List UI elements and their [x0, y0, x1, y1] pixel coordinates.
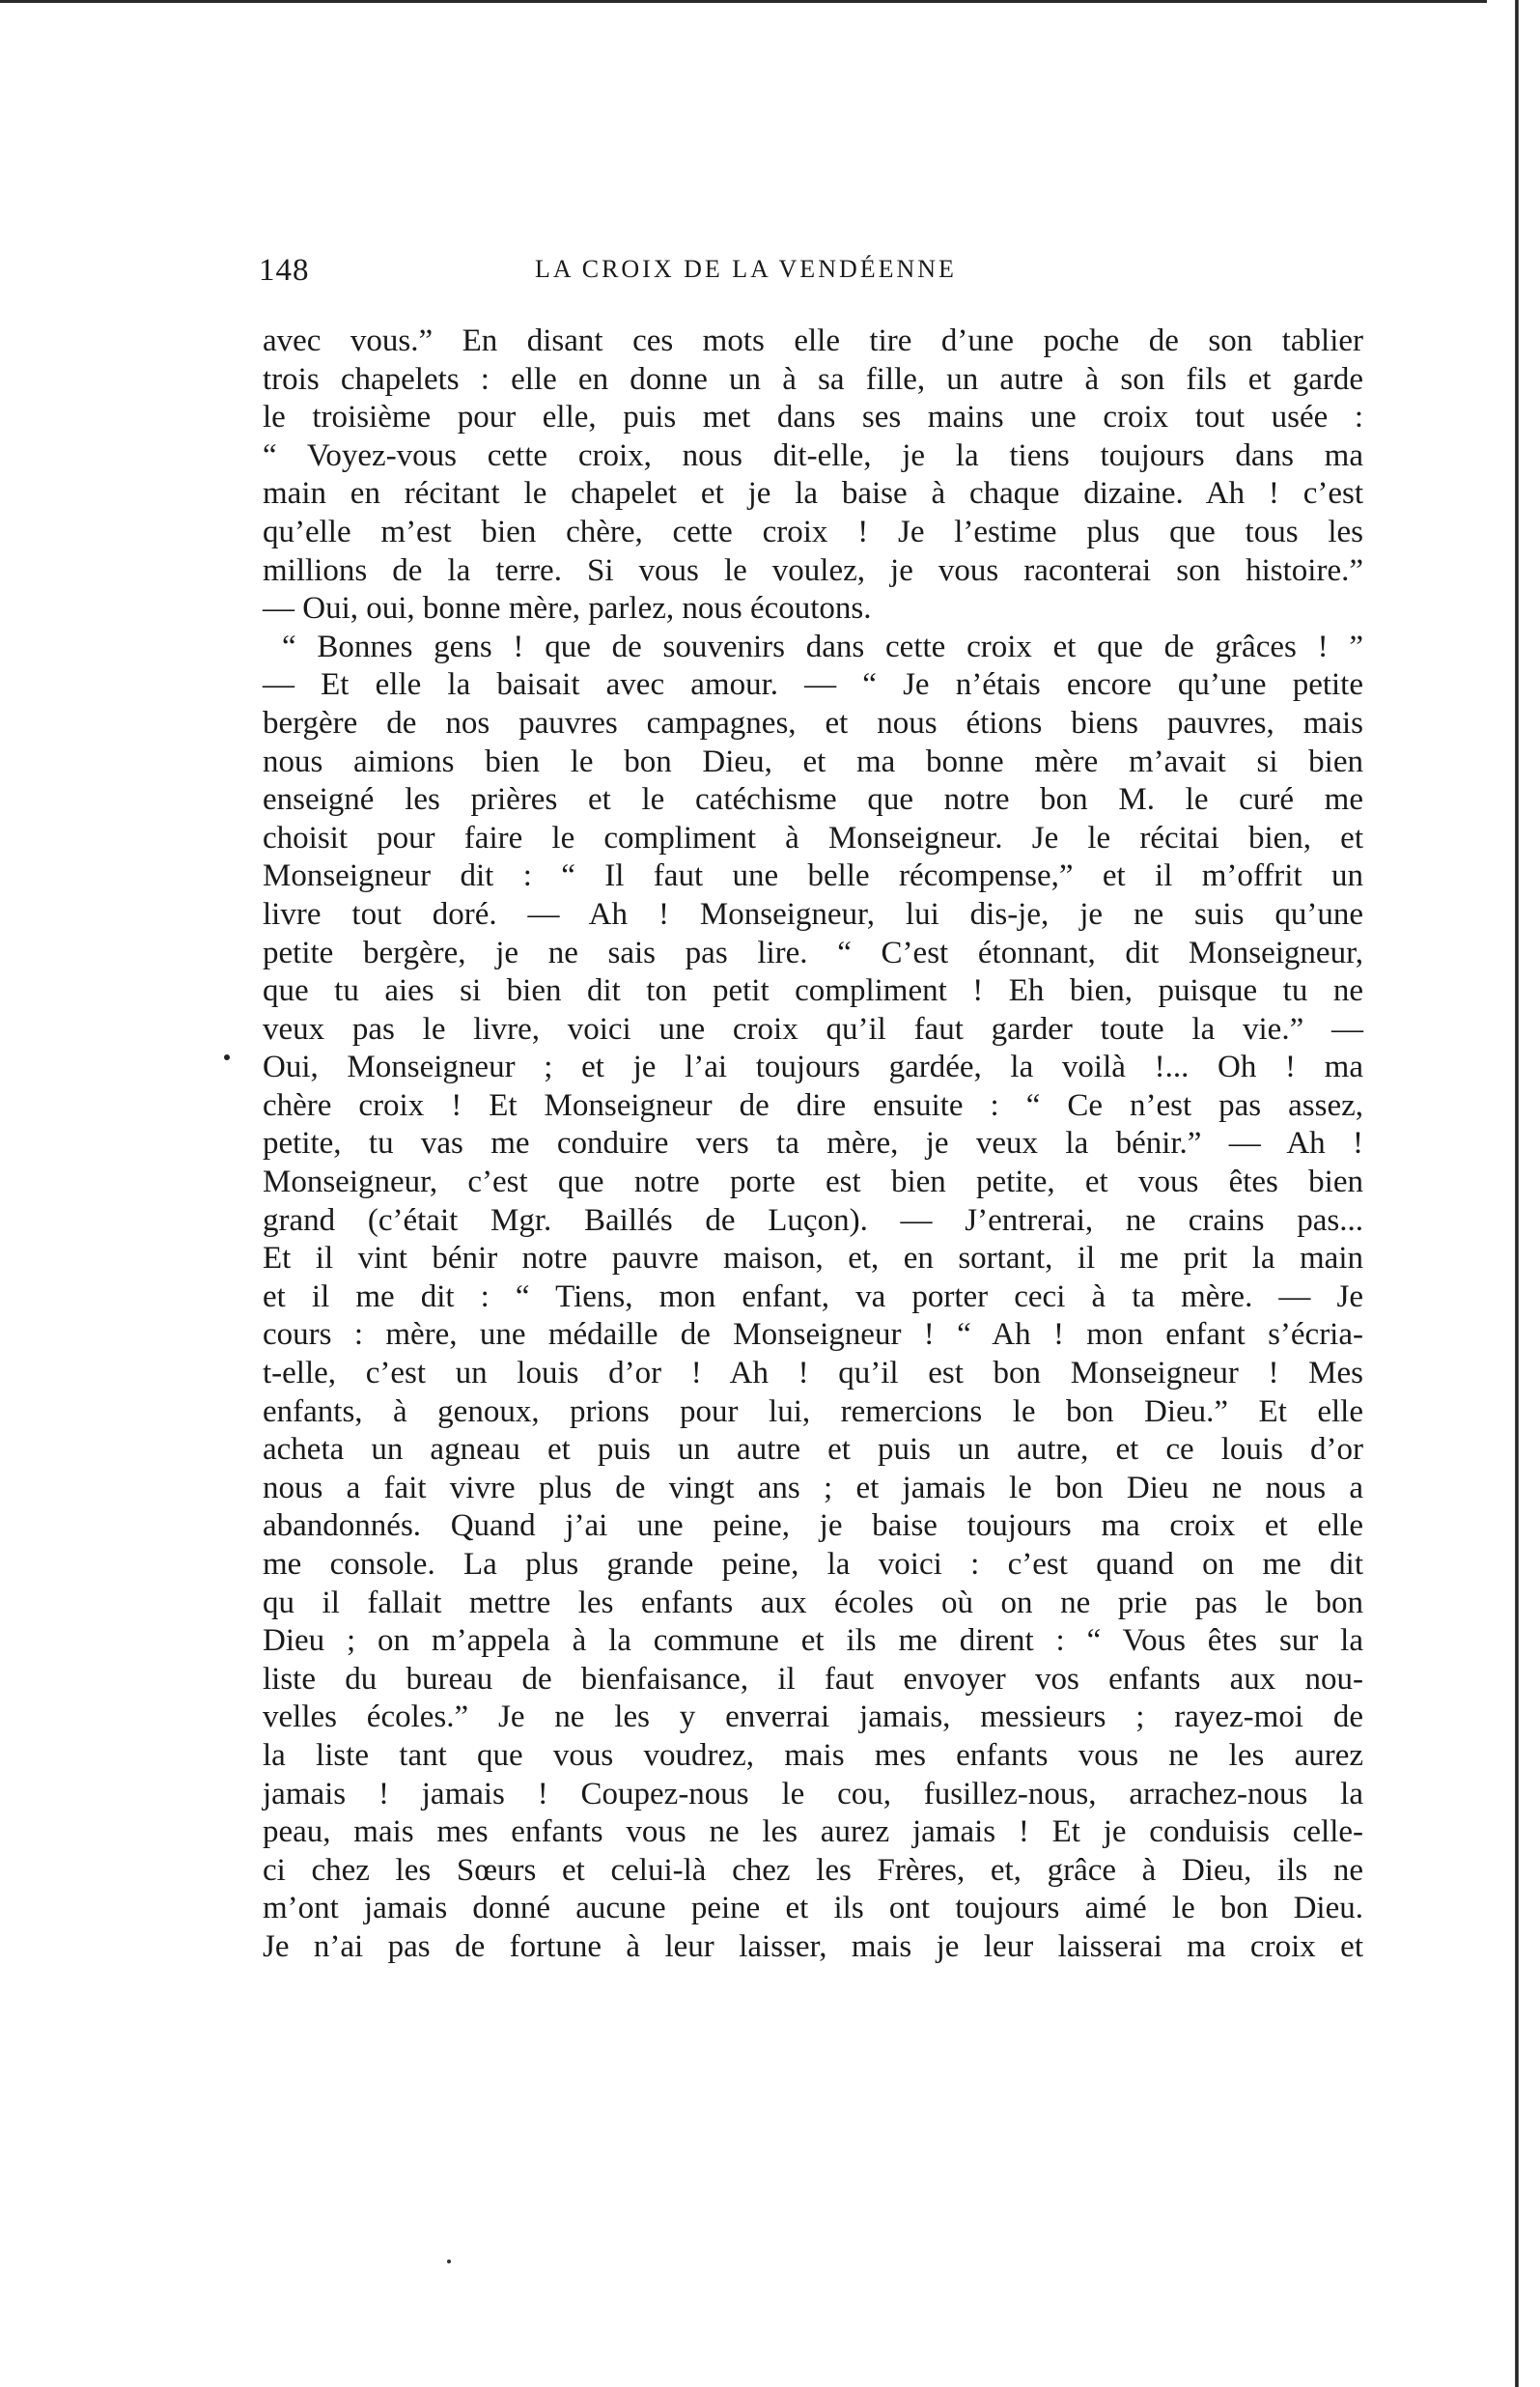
text-line: — Et elle la baisait avec amour. — “ Je n’étais encore qu’une petite — [263, 667, 1363, 703]
text-line: la liste tant que vous voudrez, mais mes enfants vous ne les aurez — [263, 1737, 1363, 1773]
text-line: choisit pour faire le compliment à Monseigneur. Je le récitai bien, et — [263, 820, 1363, 856]
text-line: velles écoles.” Je ne les y enverrai jamais, messieurs ; rayez-moi de — [263, 1699, 1363, 1735]
body-text — [263, 323, 1363, 1967]
text-line: qu il fallait mettre les enfants aux écoles où on ne prie pas le bon — [263, 1585, 1363, 1620]
text-line: bergère de nos pauvres campagnes, et nous étions biens pauvres, mais — [263, 705, 1363, 741]
text-line: acheta un agneau et puis un autre et puis un autre, et ce louis d’or — [263, 1432, 1363, 1468]
text-line: jamais ! jamais ! Coupez-nous le cou, fusillez-nous, arrachez-nous la — [263, 1776, 1363, 1811]
text-line: Oui, Monseigneur ; et je l’ai toujours gardée, la voilà !... Oh ! ma — [263, 1050, 1363, 1085]
page-number: 148 — [259, 253, 310, 288]
text-line: avec vous.” En disant ces mots elle tire d’une poche de son tablier — [263, 323, 1363, 358]
text-line: millions de la terre. Si vous le voulez, je vous raconterai son histoire.” — [263, 552, 1363, 588]
text-line: abandonnés. Quand j’ai une peine, je baise toujours ma croix et elle — [263, 1508, 1363, 1544]
text-line: t-elle, c’est un louis d’or ! Ah ! qu’il est bon Monseigneur ! Mes — [263, 1356, 1363, 1391]
text-line: main en récitant le chapelet et je la baise à chaque dizaine. Ah ! c’est — [263, 476, 1363, 512]
text-line: grand (c’était Mgr. Baillés de Luçon). — J’entrerai, ne crains pas... — [263, 1202, 1363, 1238]
margin-mark — [224, 1054, 230, 1060]
text-line: enfants, à genoux, prions pour lui, remercions le bon Dieu.” Et elle — [263, 1393, 1363, 1429]
running-title: LA CROIX DE LA VENDÉENNE — [535, 255, 957, 283]
scan-right-edge — [1515, 0, 1519, 2387]
text-line: veux pas le livre, voici une croix qu’il faut garder toute la vie.” — — [263, 1011, 1363, 1047]
page-header — [259, 253, 1070, 292]
text-line: petite, tu vas me conduire vers ta mère, je veux la bénir.” — Ah ! — [263, 1126, 1363, 1162]
text-line: peau, mais mes enfants vous ne les aurez jamais ! Et je conduisis celle- — [263, 1814, 1363, 1850]
text-line: petite bergère, je ne sais pas lire. “ C’est étonnant, dit Monseigneur, — [263, 935, 1363, 970]
text-line: que tu aies si bien dit ton petit compliment ! Eh bien, puisque tu ne — [263, 973, 1363, 1009]
text-line: “ Voyez-vous cette croix, nous dit-elle, je la tiens toujours dans ma — [263, 437, 1363, 473]
text-line: chère croix ! Et Monseigneur de dire ensuite : “ Ce n’est pas assez, — [263, 1087, 1363, 1123]
text-line: Je n’ai pas de fortune à leur laisser, mais je leur laisserai ma croix et — [263, 1928, 1363, 1964]
text-line: trois chapelets : elle en donne un à sa fille, un autre à son fils et garde — [263, 361, 1363, 397]
text-line: Et il vint bénir notre pauvre maison, et, en sortant, il me prit la main — [263, 1241, 1363, 1277]
bottom-speck — [447, 2260, 451, 2263]
text-line: me console. La plus grande peine, la voici : c’est quand on me dit — [263, 1547, 1363, 1582]
text-line: cours : mère, une médaille de Monseigneur ! “ Ah ! mon enfant s’écria- — [263, 1317, 1363, 1353]
text-line: m’ont jamais donné aucune peine et ils ont toujours aimé le bon Dieu. — [263, 1891, 1363, 1926]
text-line: enseigné les prières et le catéchisme que notre bon M. le curé me — [263, 782, 1363, 818]
text-line: Monseigneur, c’est que notre porte est bien petite, et vous êtes bien — [263, 1165, 1363, 1200]
text-line: “ Bonnes gens ! que de souvenirs dans cette croix et que de grâces ! ” — [282, 629, 1363, 664]
text-line: Monseigneur dit : “ Il faut une belle récompense,” et il m’offrit un — [263, 858, 1363, 894]
text-line: nous aimions bien le bon Dieu, et ma bonne mère m’avait si bien — [263, 744, 1363, 779]
top-edge-rule — [0, 0, 1487, 3]
text-line: livre tout doré. — Ah ! Monseigneur, lui dis-je, je ne suis qu’une — [263, 896, 1363, 932]
text-line: et il me dit : “ Tiens, mon enfant, va porter ceci à ta mère. — Je — [263, 1278, 1363, 1314]
text-line: Dieu ; on m’appela à la commune et ils me dirent : “ Vous êtes sur la — [263, 1623, 1363, 1659]
text-line: — Oui, oui, bonne mère, parlez, nous écoutons. — [263, 591, 872, 627]
text-line: le troisième pour elle, puis met dans ses mains une croix tout usée : — [263, 400, 1363, 435]
text-line: nous a fait vivre plus de vingt ans ; et jamais le bon Dieu ne nous a — [263, 1470, 1363, 1505]
text-line: qu’elle m’est bien chère, cette croix ! Je l’estime plus que tous les — [263, 514, 1363, 549]
text-line: ci chez les Sœurs et celui-là chez les Frères, et, grâce à Dieu, ils ne — [263, 1852, 1363, 1888]
text-line: liste du bureau de bienfaisance, il faut envoyer vos enfants aux nou- — [263, 1661, 1363, 1697]
